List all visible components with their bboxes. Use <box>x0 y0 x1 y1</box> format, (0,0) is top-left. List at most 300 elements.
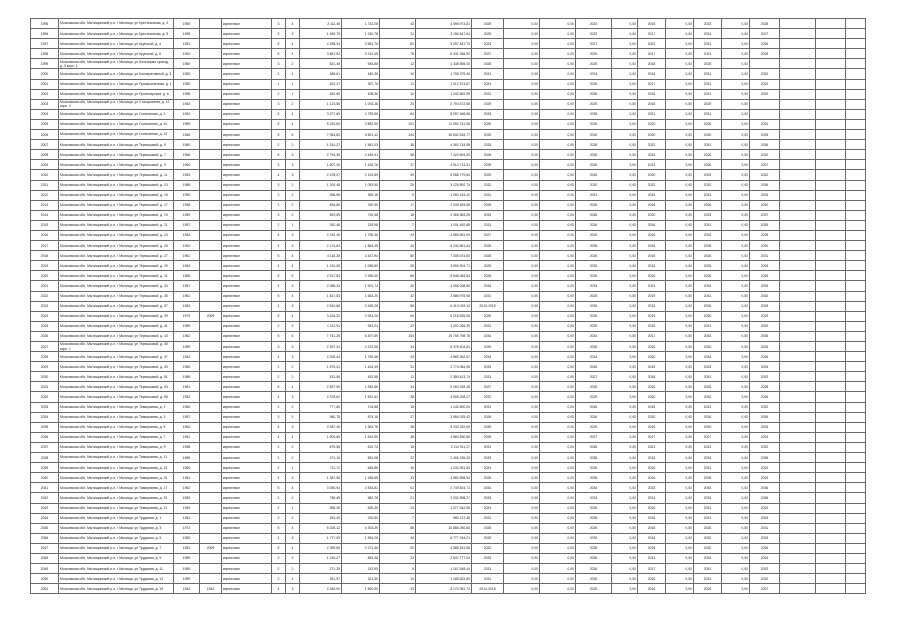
cell-yr: 2031 <box>472 291 504 301</box>
cell-empty <box>846 362 866 372</box>
cell-empty <box>846 150 866 160</box>
cell-area2: 1 004,18 <box>342 99 380 109</box>
cell-c3: 2017 <box>638 79 666 89</box>
cell-empty <box>816 432 846 442</box>
cell-cost: 19 706 798,78 <box>416 331 472 341</box>
cell-y2 <box>200 180 222 190</box>
cell-p1: 0,00 <box>504 382 540 392</box>
cell-y1: 1958 <box>174 442 200 452</box>
cell-yr: 2029 <box>472 99 504 109</box>
cell-id: 2050 <box>31 574 59 584</box>
cell-n: 88 <box>380 523 416 533</box>
cell-n: 18 <box>380 210 416 220</box>
cell-c6: 0,00 <box>722 584 750 594</box>
cell-y2 <box>200 564 222 574</box>
cell-area2: 2 534,81 <box>342 483 380 493</box>
cell-c5: 2031 <box>694 513 722 523</box>
cell-empty <box>816 362 846 372</box>
cell-yr: 2031 <box>472 69 504 79</box>
cell-addr: Московская обл, Мытищинский р-н, г Мытищи, ул Крупской, д. 6 <box>59 49 174 59</box>
cell-area2: 704,88 <box>342 402 380 412</box>
cell-c1: 2030 <box>576 130 612 140</box>
cell-cost: 4 362 744,98 <box>416 140 472 150</box>
table-row <box>31 533 866 543</box>
cell-y2: 1963 <box>200 584 222 594</box>
cell-c2: 0,00 <box>612 422 638 432</box>
cell-area: 777,60 <box>300 402 342 412</box>
cell-en: 1 <box>286 89 300 99</box>
cell-wall: кирпичные <box>222 251 272 261</box>
cell-empty <box>780 39 816 49</box>
cell-p1: 0,00 <box>504 99 540 109</box>
cell-empty <box>780 362 816 372</box>
cell-c5: 2032 <box>694 543 722 553</box>
cell-c2: 0,00 <box>612 160 638 170</box>
cell-fl: 4 <box>272 473 286 483</box>
cell-empty <box>780 453 816 463</box>
cell-c2: 0,00 <box>612 89 638 99</box>
cell-p2: 0,00 <box>540 574 576 584</box>
cell-p2: 0,00 <box>540 230 576 240</box>
table-row <box>31 140 866 150</box>
cell-yr: 2033 <box>472 210 504 220</box>
cell-c1: 2027 <box>576 39 612 49</box>
cell-id: 2001 <box>31 79 59 89</box>
cell-addr: Московская обл, Мытищинский р-н, г Мытищи, ул Терешковой, д. 19 <box>59 210 174 220</box>
cell-p1: 0,00 <box>504 160 540 170</box>
cell-y1: 1959 <box>174 564 200 574</box>
cell-wall: кирпичные <box>222 352 272 362</box>
cell-p1: 0,00 <box>504 271 540 281</box>
cell-area2: 1 821,62 <box>342 392 380 402</box>
cell-c6: 0,00 <box>722 564 750 574</box>
cell-n: 27 <box>380 412 416 422</box>
cell-area: 488,61 <box>300 69 342 79</box>
cell-c4: 0,00 <box>666 99 694 109</box>
cell-c7: 2033 <box>750 190 780 200</box>
cell-fl: 1 <box>272 79 286 89</box>
cell-y2 <box>200 523 222 533</box>
table-row <box>31 251 866 261</box>
cell-wall: кирпичные <box>222 574 272 584</box>
cell-c6: 0,00 <box>722 493 750 503</box>
cell-area2: 4 303,39 <box>342 523 380 533</box>
table-row <box>31 210 866 220</box>
cell-c1: 2026 <box>576 362 612 372</box>
cell-c5: 2025 <box>694 382 722 392</box>
cell-c2: 0,00 <box>612 230 638 240</box>
cell-empty <box>846 160 866 170</box>
cell-empty <box>846 130 866 140</box>
cell-y1: 1950 <box>174 190 200 200</box>
cell-empty <box>816 473 846 483</box>
cell-fl: 4 <box>272 392 286 402</box>
cell-c2: 0,00 <box>612 584 638 594</box>
cell-n: 42 <box>380 291 416 301</box>
cell-id: 2048 <box>31 553 59 563</box>
cell-empty <box>780 291 816 301</box>
cell-empty <box>780 210 816 220</box>
cell-c1: 2022 <box>576 29 612 39</box>
cell-fl: 2 <box>272 89 286 99</box>
cell-empty <box>846 190 866 200</box>
cell-addr: Московская обл, Мытищинский р-н, г Мытищи, ул Промышленная, д. 1 <box>59 79 174 89</box>
cell-area: 2 810,68 <box>300 301 342 311</box>
cell-c4: 0,00 <box>666 382 694 392</box>
table-row <box>31 190 866 200</box>
cell-c4: 0,00 <box>666 463 694 473</box>
cell-en: 4 <box>286 543 300 553</box>
cell-cost: 1 796 379,45 <box>416 69 472 79</box>
table-row <box>31 69 866 79</box>
cell-area2: 1 742,28 <box>342 19 380 29</box>
cell-area2: 2 799,56 <box>342 109 380 119</box>
cell-c4: 0,00 <box>666 271 694 281</box>
cell-c6: 0,00 <box>722 281 750 291</box>
cell-c6: 0,00 <box>722 39 750 49</box>
cell-c5: 2026 <box>694 160 722 170</box>
cell-c3: 2015 <box>638 261 666 271</box>
cell-y2 <box>200 331 222 341</box>
cell-y2 <box>200 463 222 473</box>
cell-area: 3 416,32 <box>300 311 342 321</box>
cell-c6: 0,00 <box>722 79 750 89</box>
cell-n: 33 <box>380 584 416 594</box>
cell-id: 2010 <box>31 170 59 180</box>
cell-empty <box>816 321 846 331</box>
cell-c2: 0,00 <box>612 271 638 281</box>
cell-area2: 2 944,26 <box>342 311 380 321</box>
cell-y2 <box>200 574 222 584</box>
cell-p2: 0,00 <box>540 140 576 150</box>
cell-y2: 2009 <box>200 311 222 321</box>
cell-c4: 0,00 <box>666 109 694 119</box>
cell-area2: 1 425,76 <box>342 160 380 170</box>
cell-cost: 5 378 404,81 <box>416 342 472 352</box>
cell-c2: 0,00 <box>612 109 638 119</box>
cell-empty <box>846 210 866 220</box>
cell-addr: Московская обл, Мытищинский р-н, г Мытищи, ул Тимирязева, д. 7 <box>59 432 174 442</box>
cell-en: 2 <box>286 402 300 412</box>
cell-addr: Московская обл, Мытищинский р-н, г Мытищи, ул Кооперативный, д. 3 <box>59 69 174 79</box>
cell-n: 10 <box>380 69 416 79</box>
cell-c7: 2033 <box>750 342 780 352</box>
cell-empty <box>780 513 816 523</box>
cell-c7: 2032 <box>750 574 780 584</box>
cell-addr: Московская обл, Мытищинский р-н, г Мытищи, ул Тимирязева, д. 13 <box>59 463 174 473</box>
cell-c2: 0,00 <box>612 281 638 291</box>
cell-y2 <box>200 220 222 230</box>
cell-fl: 5 <box>272 119 286 129</box>
cell-en: 4 <box>286 19 300 29</box>
cell-cost: 9 257 847,73 <box>416 39 472 49</box>
cell-n: 13 <box>380 503 416 513</box>
table-row <box>31 432 866 442</box>
cell-y2 <box>200 503 222 513</box>
cell-c1: 2025 <box>576 382 612 392</box>
cell-c5: 2028 <box>694 473 722 483</box>
cell-c7: 2026 <box>750 261 780 271</box>
cell-c6: 0,00 <box>722 453 750 463</box>
cell-empty <box>816 402 846 412</box>
cell-c4: 0,00 <box>666 453 694 463</box>
cell-c7: 2032 <box>750 79 780 89</box>
cell-p1: 0,00 <box>504 291 540 301</box>
table-row <box>31 271 866 281</box>
cell-yr: 2031 <box>472 220 504 230</box>
cell-p1: 0,00 <box>504 230 540 240</box>
cell-empty <box>846 49 866 59</box>
cell-c5: 2031 <box>694 321 722 331</box>
cell-p2: 0,00 <box>540 271 576 281</box>
cell-id: 1995 <box>31 19 59 29</box>
cell-c5: 2031 <box>694 463 722 473</box>
cell-id: 2012 <box>31 190 59 200</box>
cell-yr: 2033 <box>472 453 504 463</box>
cell-y1: 1961 <box>174 382 200 392</box>
table-body <box>31 19 866 594</box>
table-row <box>31 412 866 422</box>
cell-fl: 3 <box>272 160 286 170</box>
cell-area: 679,58 <box>300 442 342 452</box>
cell-p2: 0,00 <box>540 89 576 99</box>
cell-y1: 1972 <box>174 523 200 533</box>
cell-y2 <box>200 69 222 79</box>
cell-p1: 0,00 <box>504 150 540 160</box>
cell-yr: 2033 <box>472 140 504 150</box>
cell-c5: 2026 <box>694 271 722 281</box>
cell-c7: 2036 <box>750 140 780 150</box>
cell-c3: 2021 <box>638 109 666 119</box>
cell-p2: 0,00 <box>540 503 576 513</box>
cell-en: 2 <box>286 564 300 574</box>
cell-c7: 2032 <box>750 372 780 382</box>
cell-empty <box>846 321 866 331</box>
cell-y2 <box>200 483 222 493</box>
cell-fl: 5 <box>272 150 286 160</box>
cell-c7: 2028 <box>750 301 780 311</box>
cell-c3: 2019 <box>638 422 666 432</box>
cell-en: 6 <box>286 331 300 341</box>
cell-wall: кирпичные <box>222 513 272 523</box>
cell-area2: 1 058,80 <box>342 261 380 271</box>
cell-yr: 2025 <box>472 261 504 271</box>
cell-wall: кирпичные <box>222 150 272 160</box>
cell-c7: 2032 <box>750 564 780 574</box>
cell-en: 1 <box>286 69 300 79</box>
table-row <box>31 422 866 432</box>
cell-wall: кирпичные <box>222 533 272 543</box>
cell-c7: 2035 <box>750 220 780 230</box>
cell-addr: Московская обл, Мытищинский р-н, г Мытищи, ул Терешковой, д. 15 <box>59 190 174 200</box>
cell-c4: 0,00 <box>666 564 694 574</box>
cell-empty <box>816 271 846 281</box>
cell-en: 2 <box>286 210 300 220</box>
cell-p1: 0,00 <box>504 352 540 362</box>
cell-c4: 0,00 <box>666 533 694 543</box>
cell-yr: 2028 <box>472 241 504 251</box>
cell-empty <box>816 210 846 220</box>
table-row <box>31 29 866 39</box>
cell-c4: 0,00 <box>666 523 694 533</box>
cell-p2: 0,00 <box>540 402 576 412</box>
cell-empty <box>846 523 866 533</box>
cell-n: 9 <box>380 190 416 200</box>
cell-y2 <box>200 392 222 402</box>
cell-yr: 2026 <box>472 412 504 422</box>
cell-yr: 2031 <box>472 79 504 89</box>
cell-empty <box>816 533 846 543</box>
cell-id: 2021 <box>31 281 59 291</box>
cell-c5: 2032 <box>694 392 722 402</box>
cell-y2 <box>200 553 222 563</box>
cell-empty <box>780 230 816 240</box>
cell-yr: 2031 <box>472 321 504 331</box>
cell-c7: 2032 <box>750 69 780 79</box>
cell-c5: 2031 <box>694 190 722 200</box>
cell-c3: 2015 <box>638 19 666 29</box>
cell-n: 144 <box>380 130 416 140</box>
cell-empty <box>780 584 816 594</box>
cell-c5: 2031 <box>694 140 722 150</box>
cell-fl: 4 <box>272 533 286 543</box>
cell-area: 3 867,52 <box>300 49 342 59</box>
cell-en: 4 <box>286 483 300 493</box>
cell-c4: 0,00 <box>666 130 694 140</box>
table-row <box>31 311 866 321</box>
cell-area2: 1 963,78 <box>342 422 380 432</box>
cell-c5: 2031 <box>694 574 722 584</box>
cell-fl: 2 <box>272 503 286 513</box>
cell-wall: кирпичные <box>222 99 272 109</box>
cell-c4: 0,00 <box>666 342 694 352</box>
cell-c7: 2031 <box>750 523 780 533</box>
cell-c6: 0,00 <box>722 503 750 513</box>
cell-c4: 0,00 <box>666 160 694 170</box>
cell-en: 2 <box>286 59 300 69</box>
cell-en: 3 <box>286 281 300 291</box>
cell-c6: 0,00 <box>722 170 750 180</box>
cell-id: 2037 <box>31 442 59 452</box>
cell-y1: 1962 <box>174 49 200 59</box>
cell-p2: 0,00 <box>540 352 576 362</box>
cell-area2: 645,88 <box>342 463 380 473</box>
cell-id: 2030 <box>31 372 59 382</box>
cell-y2 <box>200 170 222 180</box>
cell-fl: 2 <box>272 362 286 372</box>
cell-fl: 5 <box>272 39 286 49</box>
cell-area2: 943,24 <box>342 321 380 331</box>
cell-p1: 0,00 <box>504 190 540 200</box>
cell-yr: 2034 <box>472 281 504 291</box>
cell-p2: 0,00 <box>540 241 576 251</box>
cell-wall: кирпичные <box>222 523 272 533</box>
cell-empty <box>780 432 816 442</box>
cell-p2: 0,00 <box>540 331 576 341</box>
cell-c5: 2034 <box>694 352 722 362</box>
table-row <box>31 160 866 170</box>
cell-wall: кирпичные <box>222 362 272 372</box>
cell-area: 2 450,00 <box>300 584 342 594</box>
cell-en: 3 <box>286 352 300 362</box>
cell-en: 2 <box>286 180 300 190</box>
cell-n: 64 <box>380 311 416 321</box>
cell-area: 451,37 <box>300 79 342 89</box>
cell-addr: Московская обл, Мытищинский р-н, г Мытищи, ул Трудовая, д. 5 <box>59 533 174 543</box>
cell-fl: 4 <box>272 241 286 251</box>
cell-fl: 3 <box>272 210 286 220</box>
cell-p1: 0,00 <box>504 372 540 382</box>
cell-c7: 2027 <box>750 160 780 170</box>
cell-y2 <box>200 29 222 39</box>
cell-empty <box>816 230 846 240</box>
cell-cost: 4 906 008,55 <box>416 281 472 291</box>
cell-cost: 3 586 978,98 <box>416 291 472 301</box>
table-row <box>31 362 866 372</box>
cell-c4: 0,00 <box>666 553 694 563</box>
cell-c4: 0,00 <box>666 140 694 150</box>
cell-c6: 0,00 <box>722 291 750 301</box>
cell-wall: кирпичные <box>222 230 272 240</box>
cell-id: 2000 <box>31 69 59 79</box>
cell-p2: 0,00 <box>540 513 576 523</box>
cell-id: 1999 <box>31 59 59 69</box>
cell-y1: 1958 <box>174 200 200 210</box>
cell-n: 58 <box>380 150 416 160</box>
cell-empty <box>780 150 816 160</box>
cell-c4: 0,00 <box>666 39 694 49</box>
cell-yr: 2027 <box>472 382 504 392</box>
cell-fl: 5 <box>272 523 286 533</box>
cell-c2: 0,00 <box>612 564 638 574</box>
cell-empty <box>846 352 866 362</box>
cell-addr: Московская обл, Мытищинский р-н, г Мытищи, ул Терешковой, д. 39 <box>59 311 174 321</box>
cell-empty <box>816 79 846 89</box>
cell-yr: 2026 <box>472 59 504 69</box>
cell-yr: 2032 <box>472 180 504 190</box>
cell-c7: 2036 <box>750 453 780 463</box>
cell-cost: 6 218 826,06 <box>416 311 472 321</box>
cell-cost: 2 406 235,43 <box>416 453 472 463</box>
cell-fl: 4 <box>272 432 286 442</box>
cell-c1: 2025 <box>576 261 612 271</box>
cell-c4: 0,00 <box>666 584 694 594</box>
table-row <box>31 170 866 180</box>
cell-area2: 230,80 <box>342 513 380 523</box>
cell-wall: кирпичные <box>222 49 272 59</box>
cell-area: 4 298,34 <box>300 39 342 49</box>
cell-n: 11 <box>380 79 416 89</box>
cell-p2: 0,00 <box>540 220 576 230</box>
cell-fl: 5 <box>272 291 286 301</box>
cell-yr: 2034 <box>472 483 504 493</box>
cell-c7: 2034 <box>750 553 780 563</box>
cell-c4: 0,00 <box>666 321 694 331</box>
cell-p1: 0,00 <box>504 109 540 119</box>
cell-empty <box>816 109 846 119</box>
cell-n: 43 <box>380 382 416 392</box>
cell-y1: 1959 <box>174 342 200 352</box>
cell-c6: 0,00 <box>722 210 750 220</box>
cell-y1: 1957 <box>174 281 200 291</box>
cell-id: 2023 <box>31 301 59 311</box>
cell-addr: Московская обл, Мытищинский р-н, г Мытищи, ул Терешковой, д. 55 <box>59 392 174 402</box>
cell-fl: 5 <box>272 271 286 281</box>
cell-c2: 0,00 <box>612 140 638 150</box>
cell-empty <box>780 170 816 180</box>
cell-c7 <box>750 109 780 119</box>
cell-area: 2 028,44 <box>300 352 342 362</box>
